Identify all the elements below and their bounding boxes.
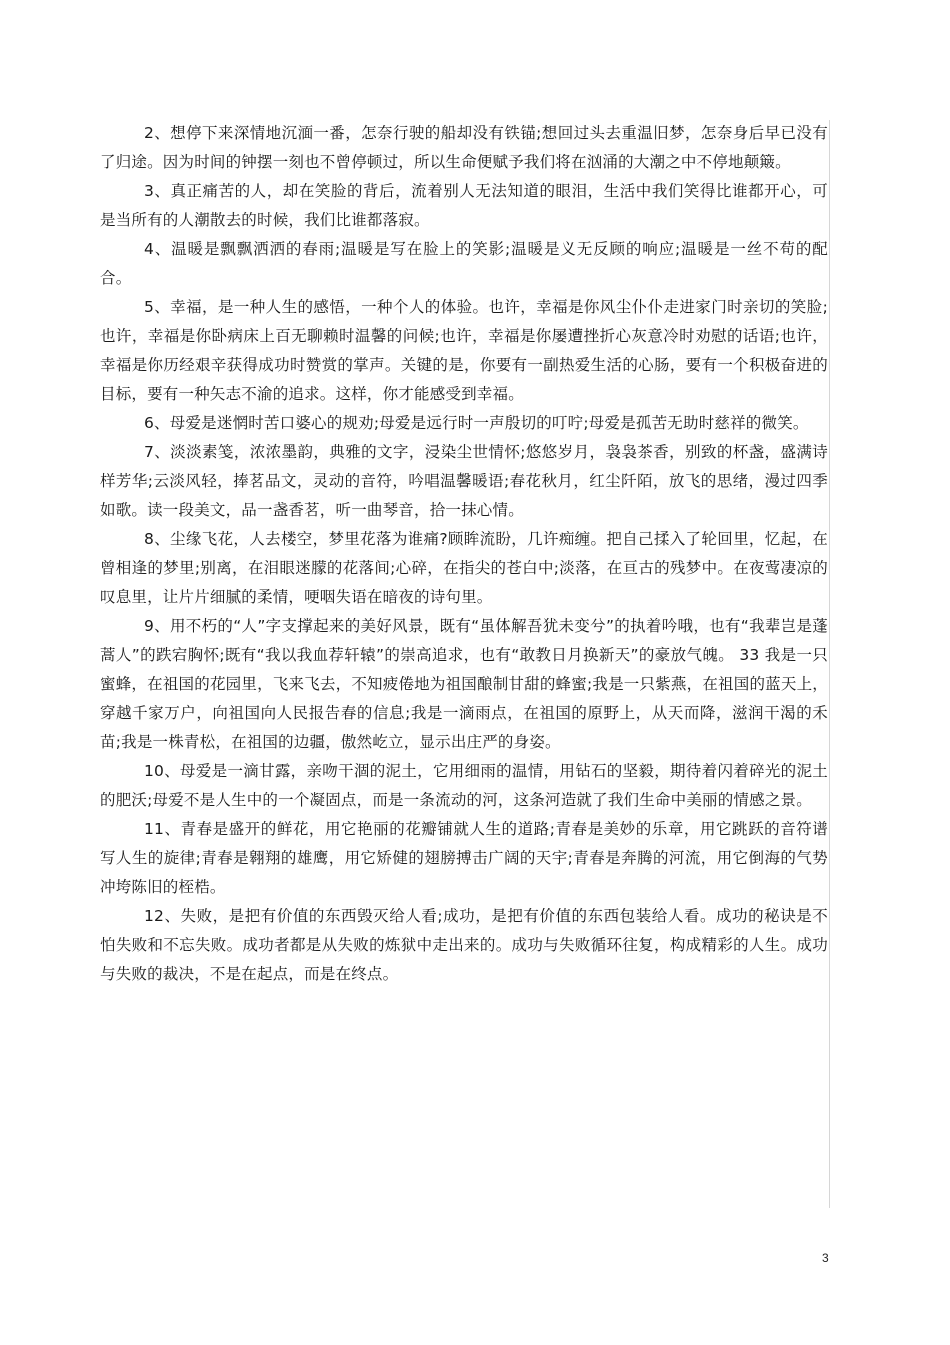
paragraph-4: 4、温暖是飘飘洒洒的春雨;温暖是写在脸上的笑影;温暖是义无反顾的响应;温暖是一丝不苟的配合。 <box>100 240 828 287</box>
document-body <box>100 119 828 989</box>
paragraph-12: 12、失败，是把有价值的东西毁灭给人看;成功，是把有价值的东西包装给人看。成功的秘诀是不怕失败和不忘失败。成功者都是从失败的炼狱中走出来的。成功与失败循环往复，构成精彩的人生。成功与失败的裁决，不是在起点，而是在终点。 <box>100 907 828 983</box>
paragraph-8: 8、尘缘飞花，人去楼空，梦里花落为谁痛?顾眸流盼，几许痴缠。把自己揉入了轮回里，忆起，在曾相逢的梦里;别离，在泪眼迷朦的花落间;心碎，在指尖的苍白中;淡落，在亘古的残梦中。在夜莺凄凉的叹息里，让片片细腻的柔情，哽咽失语在暗夜的诗句里。 <box>100 530 828 606</box>
paragraph-7: 7、淡淡素笺，浓浓墨韵，典雅的文字，浸染尘世情怀;悠悠岁月，袅袅茶香，别致的杯盏，盛满诗样芳华;云淡风轻，捧茗品文，灵动的音符，吟唱温馨暖语;春花秋月，红尘阡陌，放飞的思绪，漫过四季如歌。读一段美文，品一盏香茗，听一曲琴音，拾一抹心情。 <box>100 443 828 519</box>
paragraph-10: 10、母爱是一滴甘露，亲吻干涸的泥土，它用细雨的温情，用钻石的坚毅，期待着闪着碎光的泥土的肥沃;母爱不是人生中的一个凝固点，而是一条流动的河，这条河造就了我们生命中美丽的情感之景。 <box>100 762 828 809</box>
paragraph-2: 2、想停下来深情地沉湎一番，怎奈行驶的船却没有铁锚;想回过头去重温旧梦，怎奈身后早已没有了归途。因为时间的钟摆一刻也不曾停顿过，所以生命便赋予我们将在汹涌的大潮之中不停地颠簸。 <box>100 124 828 171</box>
paragraph-5: 5、幸福，是一种人生的感悟，一种个人的体验。也许，幸福是你风尘仆仆走进家门时亲切的笑脸;也许，幸福是你卧病床上百无聊赖时温馨的问候;也许，幸福是你屡遭挫折心灰意冷时劝慰的话语;也许，幸福是你历经艰辛获得成功时赞赏的掌声。关键的是，你要有一副热爱生活的心肠，要有一个积极奋进的目标，要有一种矢志不渝的追求。这样，你才能感受到幸福。 <box>100 298 828 403</box>
paragraph-9: 9、用不朽的“人”字支撑起来的美好风景，既有“虽体解吾犹未变兮”的执着吟哦，也有“我辈岂是蓬蒿人”的跌宕胸怀;既有“我以我血荐轩辕”的崇高追求，也有“敢教日月换新天”的豪放气魄。 33 我是一只蜜蜂，在祖国的花园里，飞来飞去，不知疲倦地为祖国酿制甘甜的蜂蜜;我是一只紫燕，在祖国的蓝天上，穿越千家万户，向祖国向人民报告春的信息;我是一滴雨点，在祖国的原野上，从天而降，滋润干渴的禾苗;我是一株青松，在祖国的边疆，傲然屹立，显示出庄严的身姿。 <box>100 617 828 751</box>
page-number: 3 <box>822 1251 829 1265</box>
page-edge-rule <box>829 120 830 1208</box>
paragraph-3: 3、真正痛苦的人，却在笑脸的背后，流着别人无法知道的眼泪，生活中我们笑得比谁都开心，可是当所有的人潮散去的时候，我们比谁都落寂。 <box>100 182 828 229</box>
paragraph-11: 11、青春是盛开的鲜花，用它艳丽的花瓣铺就人生的道路;青春是美妙的乐章，用它跳跃的音符谱写人生的旋律;青春是翱翔的雄鹰，用它矫健的翅膀搏击广阔的天宇;青春是奔腾的河流，用它倒海的气势冲垮陈旧的桎梏。 <box>100 820 828 896</box>
paragraph-6: 6、母爱是迷惘时苦口婆心的规劝;母爱是远行时一声殷切的叮咛;母爱是孤苦无助时慈祥的微笑。 <box>144 414 809 432</box>
